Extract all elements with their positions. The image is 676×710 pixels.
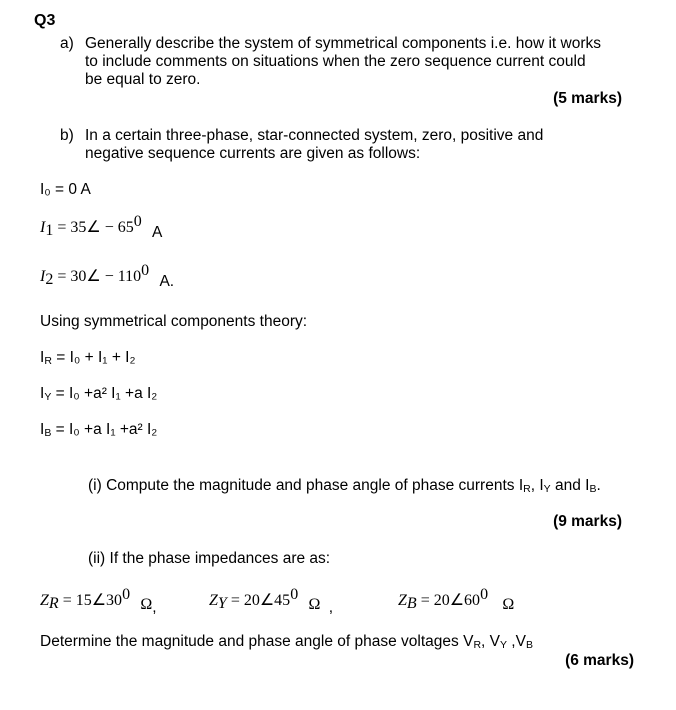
part-a-label: a) xyxy=(60,35,74,52)
impedance-zb-sub: B xyxy=(406,595,417,612)
impedance-zy xyxy=(209,586,334,616)
equation-iy-rhs: = I₀ +a² I₁ +a I₂ xyxy=(51,385,158,402)
sub-question-i-mid2: and I xyxy=(550,477,590,494)
current-i1 xyxy=(40,213,163,241)
part-a-line-2: to include comments on situations when the zero sequence current could xyxy=(85,53,586,70)
equation-ir-symbol: I xyxy=(40,349,45,366)
equation-ib xyxy=(40,421,157,439)
sub-question-ii: (ii) If the phase impedances are as: xyxy=(88,550,331,567)
impedance-zy-sub: Y xyxy=(217,595,227,612)
question-number: Q3 xyxy=(34,12,56,29)
current-i0: I₀ = 0 A xyxy=(40,181,91,198)
part-b-line-1: In a certain three-phase, star-connected system, zero, positive and xyxy=(85,127,544,144)
sub-question-i-text: (i) Compute the magnitude and phase angle of phase currents I xyxy=(88,477,524,494)
sub-question-i-sub-r: R xyxy=(523,483,531,495)
current-i1-unit: A xyxy=(152,224,163,241)
current-i2-sub: 2 xyxy=(45,271,54,288)
final-instruction-sub-y: Y xyxy=(499,639,507,651)
impedance-zr xyxy=(40,586,157,616)
final-instruction-mid1: , V xyxy=(481,633,500,650)
final-instruction-sub-b: B xyxy=(525,639,533,651)
part-b-label: b) xyxy=(60,127,74,144)
equation-ir-sub: R xyxy=(44,355,52,367)
equation-ib-sub: B xyxy=(44,427,52,439)
impedance-zy-degree: 0 xyxy=(290,586,299,603)
impedance-zb-unit: Ω xyxy=(502,596,515,613)
equation-ib-symbol: I xyxy=(40,421,45,438)
part-b-line-2: negative sequence currents are given as follows: xyxy=(85,145,421,162)
equation-iy-symbol: I xyxy=(40,385,45,402)
part-a-marks: (5 marks) xyxy=(553,90,622,107)
sub-question-i-end: . xyxy=(596,477,601,494)
current-i2-unit: A. xyxy=(159,273,175,290)
theory-heading: Using symmetrical components theory: xyxy=(40,313,308,330)
current-i1-sub: 1 xyxy=(45,222,54,239)
sub-question-i-sub-y: Y xyxy=(543,483,551,495)
equation-iy xyxy=(40,385,157,403)
impedance-zy-value: = 20∠45 xyxy=(226,592,291,609)
impedance-zb xyxy=(398,586,515,613)
equation-iy-sub: Y xyxy=(44,391,52,403)
final-marks: (6 marks) xyxy=(565,652,634,669)
impedance-zr-symbol: Z xyxy=(40,592,49,609)
impedance-zb-degree: 0 xyxy=(480,586,489,603)
equation-ib-rhs: = I₀ +a I₁ +a² I₂ xyxy=(51,421,158,438)
impedance-zy-unit: Ω xyxy=(308,596,321,613)
impedance-zr-degree: 0 xyxy=(122,586,131,603)
part-a-line-3: be equal to zero. xyxy=(85,71,201,88)
impedance-zr-comma: , xyxy=(152,599,157,616)
impedance-zy-comma: , xyxy=(328,599,334,616)
current-i2 xyxy=(40,262,175,290)
impedance-zr-unit: Ω xyxy=(140,596,153,613)
impedance-zb-symbol: Z xyxy=(398,592,407,609)
sub-question-i-mid1: , I xyxy=(530,477,544,494)
impedance-zr-value: = 15∠30 xyxy=(58,592,123,609)
current-i2-value: = 30∠ − 110 xyxy=(53,268,142,285)
final-instruction-text: Determine the magnitude and phase angle of phase voltages V xyxy=(40,633,474,650)
current-i2-degree: 0 xyxy=(141,262,150,279)
current-i2-symbol: I xyxy=(40,268,46,285)
sub-question-i-marks: (9 marks) xyxy=(553,513,622,530)
final-instruction xyxy=(40,633,533,651)
sub-question-i xyxy=(88,477,601,495)
equation-ir-rhs: = I₀ + I₁ + I₂ xyxy=(51,349,136,366)
equation-ir xyxy=(40,349,136,367)
part-a-line-1: Generally describe the system of symmetrical components i.e. how it works xyxy=(85,35,601,52)
sub-question-i-sub-b: B xyxy=(589,483,597,495)
current-i1-value: = 35∠ − 65 xyxy=(53,219,134,236)
final-instruction-sub-r: R xyxy=(473,639,482,651)
final-instruction-mid2: ,V xyxy=(507,633,526,650)
impedance-zr-sub: R xyxy=(48,595,59,612)
impedance-zy-symbol: Z xyxy=(209,592,218,609)
current-i1-symbol: I xyxy=(40,219,46,236)
current-i1-degree: 0 xyxy=(133,213,142,230)
impedance-zb-value: = 20∠60 xyxy=(416,592,481,609)
